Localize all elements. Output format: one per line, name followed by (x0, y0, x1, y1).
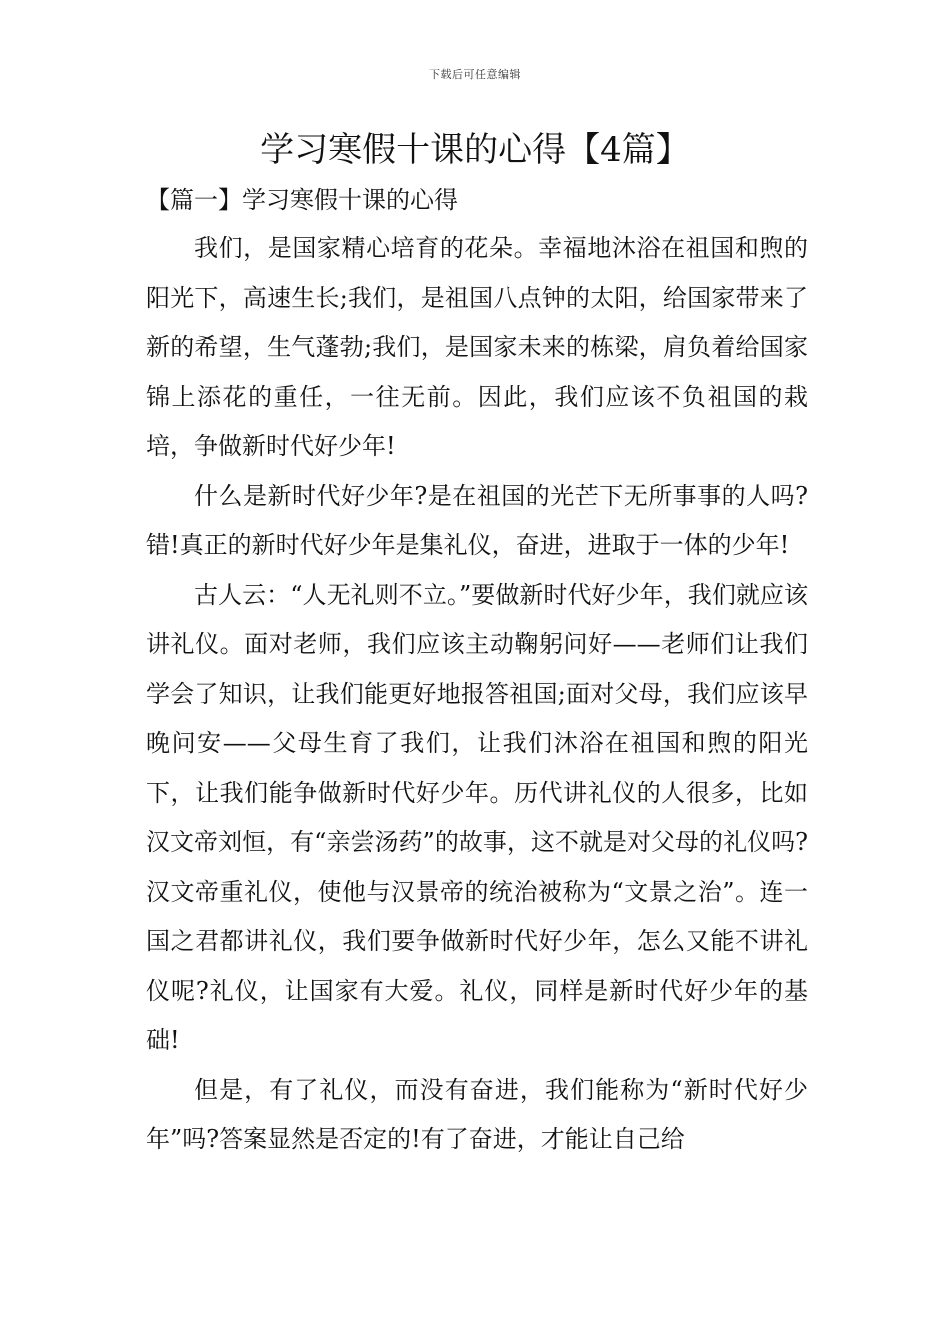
paragraph-4: 但是，有了礼仪，而没有奋进，我们能称为“新时代好少年”吗?答案显然是否定的!有了奋进，才能让自己给 (146, 1075, 808, 1153)
paragraph-1: 我们，是国家精心培育的花朵。幸福地沐浴在祖国和煦的阳光下，高速生长;我们，是祖国八点钟的太阳，给国家带来了新的希望，生气蓬勃;我们，是国家未来的栋梁，肩负着给国家锦上添花的重任，一往无前。因此，我们应该不负祖国的栽培，争做新时代好少年! (146, 234, 808, 460)
header-note: 下载后可任意编辑 (429, 68, 521, 81)
document-title: 学习寒假十课的心得【4篇】 (260, 130, 690, 170)
body-text (146, 224, 808, 1165)
paragraph-3: 古人云：“人无礼则不立。”要做新时代好少年，我们就应该讲礼仪。面对老师，我们应该主动鞠躬问好——老师们让我们学会了知识，让我们能更好地报答祖国;面对父母，我们应该早晚问安——父母生育了我们，让我们沐浴在祖国和煦的阳光下，让我们能争做新时代好少年。历代讲礼仪的人很多，比如汉文帝刘恒，有“亲尝汤药”的故事，这不就是对父母的礼仪吗?汉文帝重礼仪，使他与汉景帝的统治被称为“文景之治”。连一国之君都讲礼仪，我们要争做新时代好少年，怎么又能不讲礼仪呢?礼仪，让国家有大爱。礼仪，同样是新时代好少年的基础! (146, 580, 808, 1054)
section-title: 【篇一】学习寒假十课的心得 (146, 186, 458, 214)
paragraph-2: 什么是新时代好少年?是在祖国的光芒下无所事事的人吗?错!真正的新时代好少年是集礼仪，奋进，进取于一体的少年! (146, 481, 808, 559)
